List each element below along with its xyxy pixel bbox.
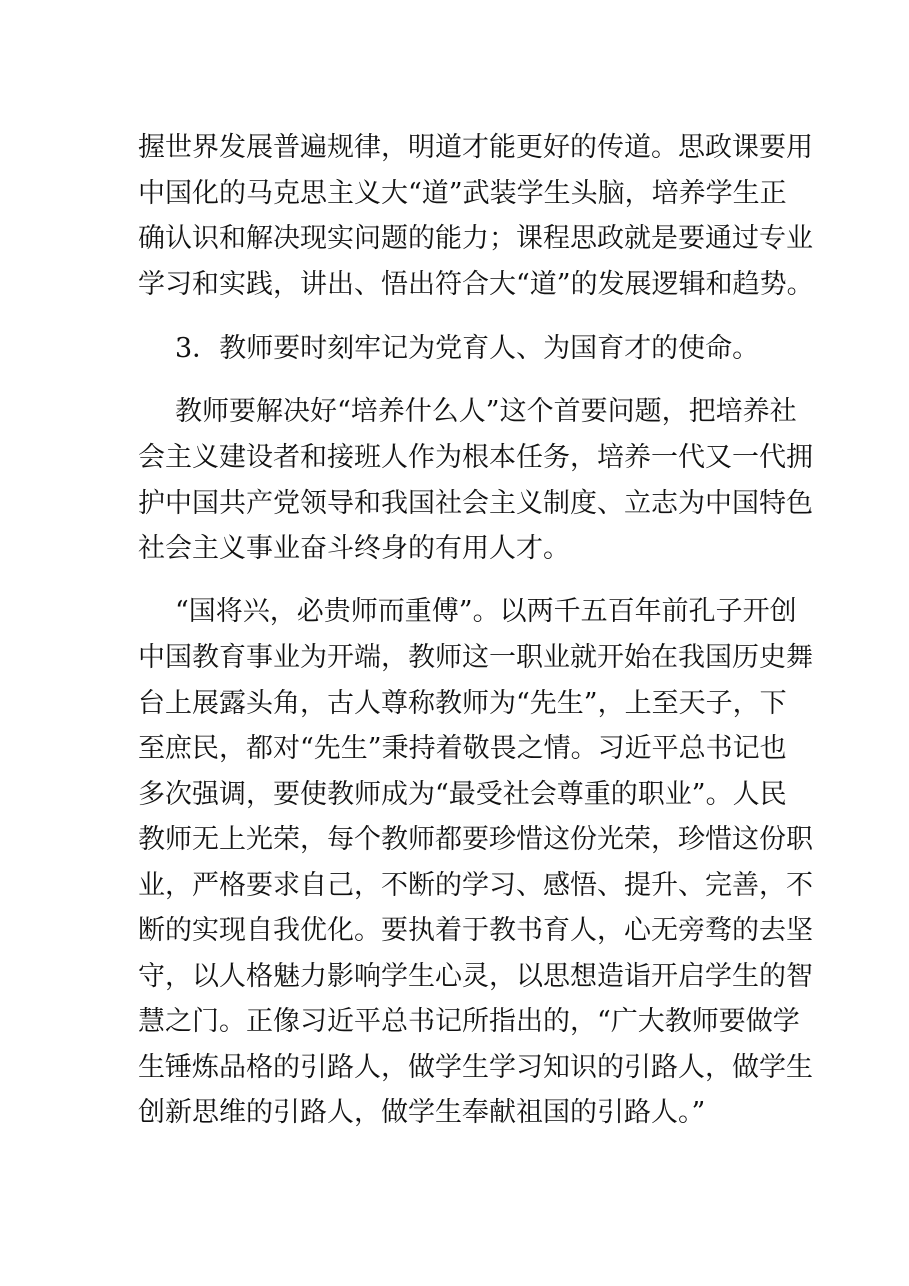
paragraph-3-line-3: 护中国共产党领导和我国社会主义制度、立志为中国特色 bbox=[138, 488, 813, 519]
paragraph-3-line-2: 会主义建设者和接班人作为根本任务，培养一代又一代拥 bbox=[138, 442, 813, 473]
paragraph-3-line-4: 社会主义事业奋斗终身的有用人才。 bbox=[138, 533, 570, 564]
section-heading-3: 3．教师要时刻牢记为党育人、为国育才的使命。 bbox=[175, 333, 760, 364]
paragraph-1-line-3: 确认识和解决现实问题的能力；课程思政就是要通过专业 bbox=[138, 223, 813, 254]
paragraph-4-line-12: 创新思维的引路人，做学生奉献祖国的引路人。” bbox=[138, 1097, 706, 1128]
paragraph-4-line-8: 断的实现自我优化。要执着于教书育人，心无旁骛的去坚 bbox=[138, 915, 813, 946]
paragraph-3-line-1: 教师要解决好“培养什么人”这个首要问题，把培养社 bbox=[175, 396, 797, 427]
paragraph-4-line-9: 守，以人格魅力影响学生心灵，以思想造诣开启学生的智 bbox=[138, 961, 813, 992]
paragraph-4-line-3: 台上展露头角，古人尊称教师为“先生”，上至天子，下 bbox=[138, 688, 787, 719]
paragraph-4-line-4: 至庶民，都对“先生”秉持着敬畏之情。习近平总书记也 bbox=[138, 733, 787, 764]
paragraph-4-line-1: “国将兴，必贵师而重傅”。以两千五百年前孔子开创 bbox=[175, 596, 797, 627]
paragraph-4-line-2: 中国教育事业为开端，教师这一职业就开始在我国历史舞 bbox=[138, 642, 813, 673]
paragraph-1-line-4: 学习和实践，讲出、悟出符合大“道”的发展逻辑和趋势。 bbox=[138, 269, 814, 300]
paragraph-4-line-5: 多次强调，要使教师成为“最受社会尊重的职业”。人民 bbox=[138, 779, 787, 810]
paragraph-4-line-11: 生锤炼品格的引路人，做学生学习知识的引路人，做学生 bbox=[138, 1052, 813, 1083]
paragraph-4-line-7: 业，严格要求自己，不断的学习、感悟、提升、完善，不 bbox=[138, 870, 813, 901]
paragraph-4-line-10: 慧之门。正像习近平总书记所指出的，“广大教师要做学 bbox=[138, 1006, 800, 1037]
paragraph-4-line-6: 教师无上光荣，每个教师都要珍惜这份光荣，珍惜这份职 bbox=[138, 824, 813, 855]
paragraph-1-line-2: 中国化的马克思主义大“道”武装学生头脑，培养学生正 bbox=[138, 178, 787, 209]
paragraph-1-line-1: 握世界发展普遍规律，明道才能更好的传道。思政课要用 bbox=[138, 132, 813, 163]
